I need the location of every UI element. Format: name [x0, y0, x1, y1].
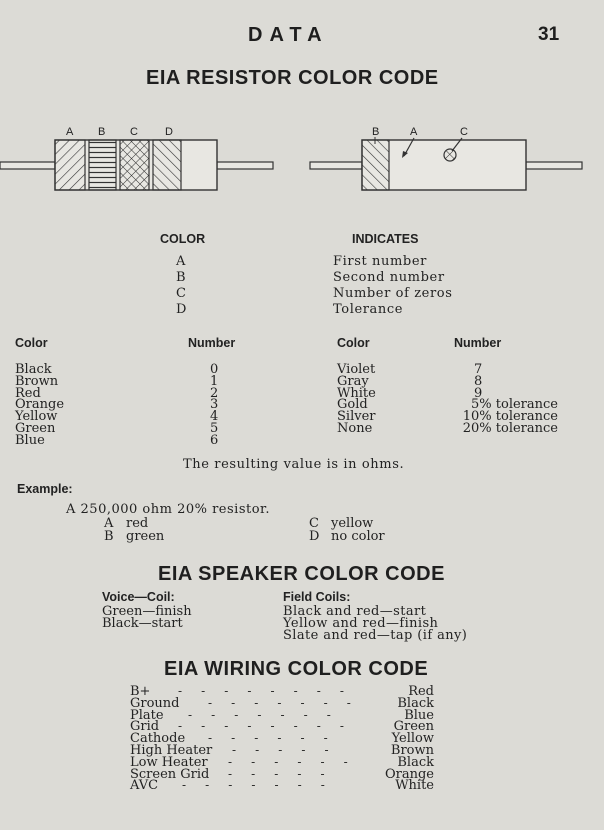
color-name: None [337, 420, 373, 436]
color-name: Orange [15, 397, 65, 413]
color-name: Gold [337, 397, 368, 413]
example-row: D no color [309, 528, 385, 544]
legend-band: A [176, 254, 186, 269]
leader-dots: - - - - - - - - [178, 686, 344, 698]
example-label: Example: [17, 482, 73, 496]
leader-dots: - - - - - - - - [178, 721, 344, 734]
table-header-number-2: Number [454, 336, 502, 350]
wiring-color: Black [397, 754, 434, 770]
leader-dots: - - - - - [228, 768, 325, 781]
fig1-band-d [153, 140, 181, 190]
wiring-row [130, 766, 434, 782]
example-text: A 250,000 ohm 20% resistor. [66, 502, 270, 517]
voice-coil-header: Voice—Coil: [102, 590, 175, 604]
resistor-diagrams [0, 120, 604, 200]
color-name: Brown [15, 373, 59, 389]
wiring-name: High Heater [130, 742, 213, 758]
legend-band-list [176, 254, 186, 318]
wiring-color: Brown [390, 742, 434, 758]
wiring-color: White [395, 778, 434, 794]
field-coils-header: Field Coils: [283, 590, 351, 604]
color-name: Silver [337, 409, 376, 425]
result-note: The resulting value is in ohms. [183, 457, 405, 472]
wiring-name: Cathode [130, 731, 186, 747]
color-name: White [337, 385, 376, 401]
wiring-color: Green [393, 719, 434, 735]
color-number: 9 [474, 385, 483, 401]
page-number: 31 [538, 24, 560, 45]
color-number: 7 [474, 362, 483, 377]
color-number: 20% tolerance [462, 420, 558, 436]
fig2-label-c: C [460, 126, 468, 138]
color-name: Blue [15, 432, 45, 448]
fig1-band-a [55, 140, 85, 190]
wiring-title: EIA WIRING COLOR CODE [164, 658, 429, 680]
leader-dots: - - - - - - - [208, 697, 351, 710]
wiring-row [130, 780, 434, 792]
wiring-row [130, 695, 434, 711]
fig2-band-b [362, 140, 389, 190]
wiring-name: Ground [130, 695, 180, 711]
legend-meaning: Number of zeros [333, 286, 453, 301]
table-header-color-2: Color [337, 336, 370, 350]
example-row: A red [104, 516, 149, 531]
fig1-label-d: D [165, 126, 173, 138]
legend-meaning: Second number [333, 270, 445, 285]
color-number: 5 [210, 420, 219, 436]
field-coil-item: Black and red—start [283, 604, 427, 619]
color-number: 2 [210, 385, 219, 401]
wiring-color: Blue [404, 707, 434, 723]
left-color-list [15, 364, 64, 447]
wiring-color: Red [408, 684, 434, 699]
wiring-name: AVC [130, 778, 159, 794]
legend-band: B [176, 270, 186, 285]
wiring-name: Screen Grid [130, 766, 210, 782]
field-coils-list [283, 606, 467, 642]
speaker-title: EIA SPEAKER COLOR CODE [158, 563, 445, 585]
wiring-color: Black [397, 695, 434, 711]
color-number: 4 [210, 409, 219, 425]
resistor-title: EIA RESISTOR COLOR CODE [146, 67, 439, 89]
legend-band: D [176, 302, 187, 317]
example-row: C yellow [309, 516, 374, 531]
voice-coil-item: Black—start [102, 616, 183, 631]
example-right [309, 518, 385, 543]
fig2-label-a: A [410, 126, 418, 138]
legend-header-indicates: INDICATES [352, 232, 419, 246]
fig1-lead-left [0, 162, 55, 169]
legend-header-color: COLOR [160, 232, 206, 246]
example-left [104, 518, 164, 543]
color-number: 0 [210, 362, 219, 377]
leader-dots: - - - - - - [208, 733, 328, 745]
field-coil-item: Yellow and red—finish [283, 616, 439, 631]
fig1-label-c: C [130, 126, 138, 138]
section-header: DATA [248, 24, 329, 46]
legend-meaning: First number [333, 254, 427, 269]
fig2-dot-c [444, 149, 456, 161]
legend-band: C [176, 286, 186, 301]
right-color-list [337, 364, 376, 435]
fig1-label-a: A [66, 126, 74, 138]
voice-coil-list [102, 606, 192, 630]
color-name: Red [15, 385, 41, 401]
color-number: 6 [210, 432, 219, 448]
leader-dots: - - - - - - [228, 756, 348, 769]
wiring-row [130, 707, 434, 723]
color-number: 5% tolerance [471, 397, 558, 413]
legend-meaning-list [333, 254, 452, 318]
color-number: 8 [474, 373, 483, 389]
left-number-list [210, 364, 218, 447]
color-name: Violet [337, 362, 376, 377]
leader-dots: - - - - - [232, 744, 329, 757]
color-name: Gray [337, 373, 369, 389]
wiring-name: Low Heater [130, 754, 208, 770]
leader-dots: - - - - - - - [182, 780, 325, 793]
color-number: 10% tolerance [462, 409, 558, 425]
color-name: Green [15, 420, 56, 436]
fig1-band-b [89, 140, 116, 190]
fig1-lead-right [217, 162, 273, 169]
fig1-label-b: B [98, 126, 106, 138]
fig2-lead-left [310, 162, 362, 169]
color-name: Yellow [15, 409, 58, 425]
color-number: 3 [210, 397, 219, 413]
voice-coil-item: Green—finish [102, 604, 192, 619]
example-row: B green [104, 528, 165, 544]
leader-dots: - - - - - - - [188, 709, 331, 722]
table-header-number-1: Number [188, 336, 236, 350]
legend-meaning: Tolerance [333, 302, 404, 317]
fig1-band-c [120, 140, 149, 190]
wiring-name: Plate [130, 707, 164, 723]
wiring-list [130, 686, 434, 792]
fig2-lead-right [526, 162, 582, 169]
right-number-list [440, 364, 558, 435]
color-name: Black [15, 362, 52, 377]
wiring-color: Orange [384, 766, 434, 782]
table-header-color-1: Color [15, 336, 48, 350]
fig2-label-b: B [372, 126, 380, 138]
wiring-name: Grid [130, 719, 160, 735]
field-coil-item: Slate and red—tap (if any) [283, 628, 468, 643]
wiring-name: B+ [130, 684, 151, 699]
color-number: 1 [210, 373, 219, 389]
wiring-color: Yellow [391, 731, 434, 747]
